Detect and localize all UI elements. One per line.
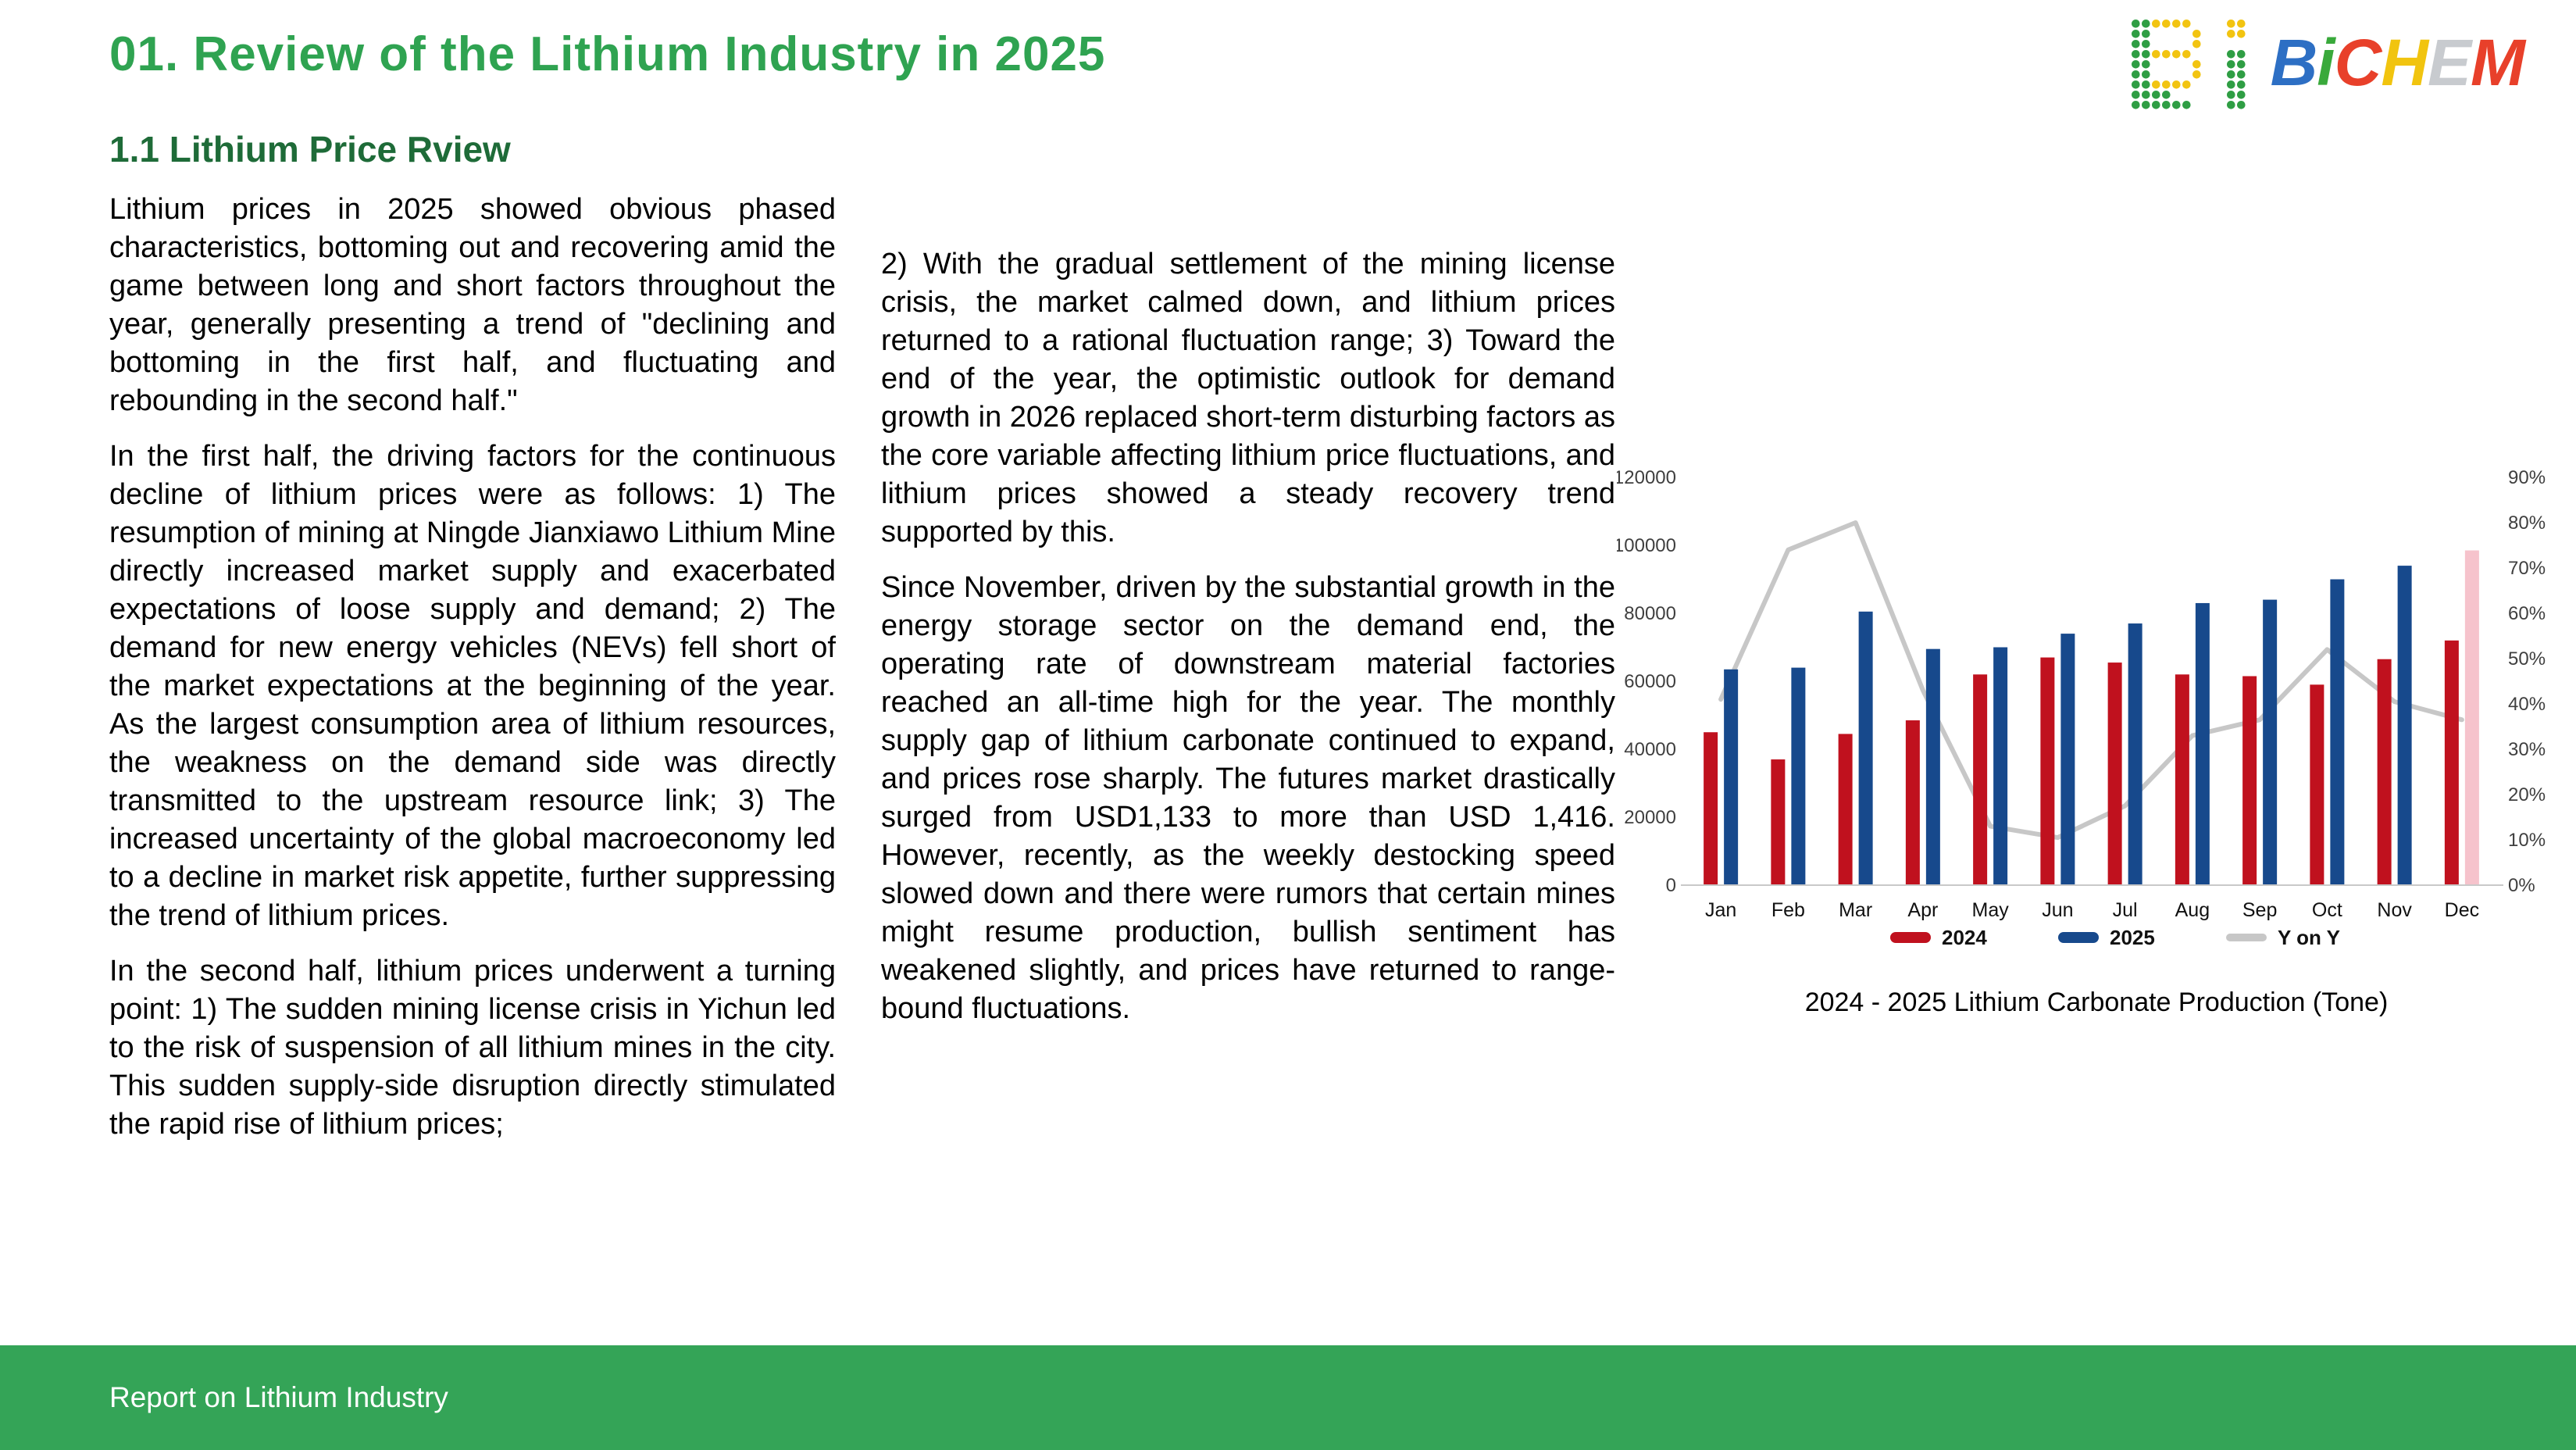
text-column-2 bbox=[881, 245, 1615, 1045]
section-heading: 1.1 Lithium Price Rview bbox=[109, 129, 511, 170]
svg-text:Y on Y: Y on Y bbox=[2278, 926, 2340, 949]
footer-bar bbox=[0, 1345, 2576, 1450]
svg-text:40000: 40000 bbox=[1624, 739, 1676, 760]
svg-text:100000: 100000 bbox=[1617, 535, 1676, 556]
svg-text:20000: 20000 bbox=[1624, 807, 1676, 828]
logo-letter: E bbox=[2427, 26, 2471, 99]
logo-letter: i bbox=[2317, 26, 2335, 99]
svg-text:80%: 80% bbox=[2508, 512, 2546, 534]
svg-text:2024: 2024 bbox=[1942, 926, 1987, 949]
svg-text:30%: 30% bbox=[2508, 739, 2546, 760]
logo-letter: C bbox=[2334, 26, 2382, 99]
svg-text:40%: 40% bbox=[2508, 694, 2546, 715]
bichem-logo bbox=[2130, 14, 2524, 111]
logo-letter: M bbox=[2471, 26, 2524, 99]
svg-text:70%: 70% bbox=[2508, 558, 2546, 579]
footer-label: Report on Lithium Industry bbox=[109, 1381, 448, 1413]
page-title: 01. Review of the Lithium Industry in 2025 bbox=[109, 27, 1106, 81]
svg-text:Jul: Jul bbox=[2112, 899, 2138, 921]
svg-text:50%: 50% bbox=[2508, 648, 2546, 670]
production-chart bbox=[1617, 434, 2576, 1018]
svg-text:2025: 2025 bbox=[2110, 926, 2155, 949]
paragraph: 2) With the gradual settlement of the mining license crisis, the market calmed down, and lithium prices returned to a rational fluctuation range; 3) Toward the end of the year, the optimistic outlook for demand growth in 2026 replaced short-term disturbing factors as the core variable affecting lithium price fluctuations, and lithium prices showed a steady recovery trend supported by this. bbox=[881, 248, 1615, 548]
svg-text:Jun: Jun bbox=[2042, 899, 2074, 921]
svg-text:Jan: Jan bbox=[1704, 899, 1737, 921]
svg-text:Apr: Apr bbox=[1907, 899, 1939, 921]
svg-text:60000: 60000 bbox=[1624, 671, 1676, 692]
svg-text:0: 0 bbox=[1665, 875, 1676, 896]
paragraph: Since November, driven by the substantial growth in the energy storage sector on the demand end, the operating rate of downstream material factories reached an all-time high for the year. The monthly supply gap of lithium carbonate continued to expand, and prices rose sharply. The futures market drastically surged from USD1,133 to more than USD 1,416. However, recently, as the weekly destocking speed slowed down and there were rumors that certain mines might resume production, bullish sentiment has weakened slightly, and prices have returned to range-bound fluctuations. bbox=[881, 571, 1615, 1025]
svg-text:80000: 80000 bbox=[1624, 603, 1676, 624]
logo-wordmark bbox=[2270, 26, 2524, 99]
text-column-1 bbox=[109, 191, 836, 1161]
bar-line-chart bbox=[1617, 434, 2576, 973]
paragraph: In the second half, lithium prices underwent a turning point: 1) The sudden mining license crisis in Yichun led to the risk of suspension of all lithium mines in the city. This sudden supply-side disruption directly stimulated the rapid rise of lithium prices; bbox=[109, 955, 836, 1141]
logo-letter: H bbox=[2381, 26, 2428, 99]
svg-text:Feb: Feb bbox=[1771, 899, 1805, 921]
chart-legend bbox=[1890, 926, 2340, 949]
svg-text:10%: 10% bbox=[2508, 830, 2546, 851]
bichem-dot-matrix-icon bbox=[2130, 15, 2255, 110]
paragraph: In the first half, the driving factors for the continuous decline of lithium prices were as follows: 1) The resumption of mining at Ningde Jianxiawo Lithium Mine directly increased market supply and exacerbated expectations of loose supply and demand; 2) The demand for new energy vehicles (NEVs) fell short of the market expectations at the beginning of the year. As the largest consumption area of lithium resources, the weakness on the demand side was directly transmitted to the upstream resource link; 3) The increased uncertainty of the global macroeconomy led to a decline in market risk appetite, further suppressing the trend of lithium prices. bbox=[109, 440, 836, 932]
svg-text:Aug: Aug bbox=[2175, 899, 2210, 921]
svg-text:May: May bbox=[1971, 899, 2009, 921]
svg-text:60%: 60% bbox=[2508, 603, 2546, 624]
svg-text:Dec: Dec bbox=[2444, 899, 2480, 921]
svg-text:Sep: Sep bbox=[2242, 899, 2278, 921]
svg-text:0%: 0% bbox=[2508, 875, 2535, 896]
svg-text:120000: 120000 bbox=[1617, 467, 1676, 488]
paragraph: Lithium prices in 2025 showed obvious phased characteristics, bottoming out and recovering amid the game between long and short factors throughout the year, generally presenting a trend of "declining and bottoming in the first half, and fluctuating and rebounding in the second half." bbox=[109, 193, 836, 417]
svg-text:20%: 20% bbox=[2508, 784, 2546, 805]
svg-text:90%: 90% bbox=[2508, 467, 2546, 488]
svg-text:Oct: Oct bbox=[2311, 899, 2342, 921]
svg-text:Mar: Mar bbox=[1839, 899, 1873, 921]
svg-text:Nov: Nov bbox=[2377, 899, 2412, 921]
logo-letter: B bbox=[2270, 26, 2317, 99]
chart-caption: 2024 - 2025 Lithium Carbonate Production (Tone) bbox=[1804, 988, 2389, 1017]
